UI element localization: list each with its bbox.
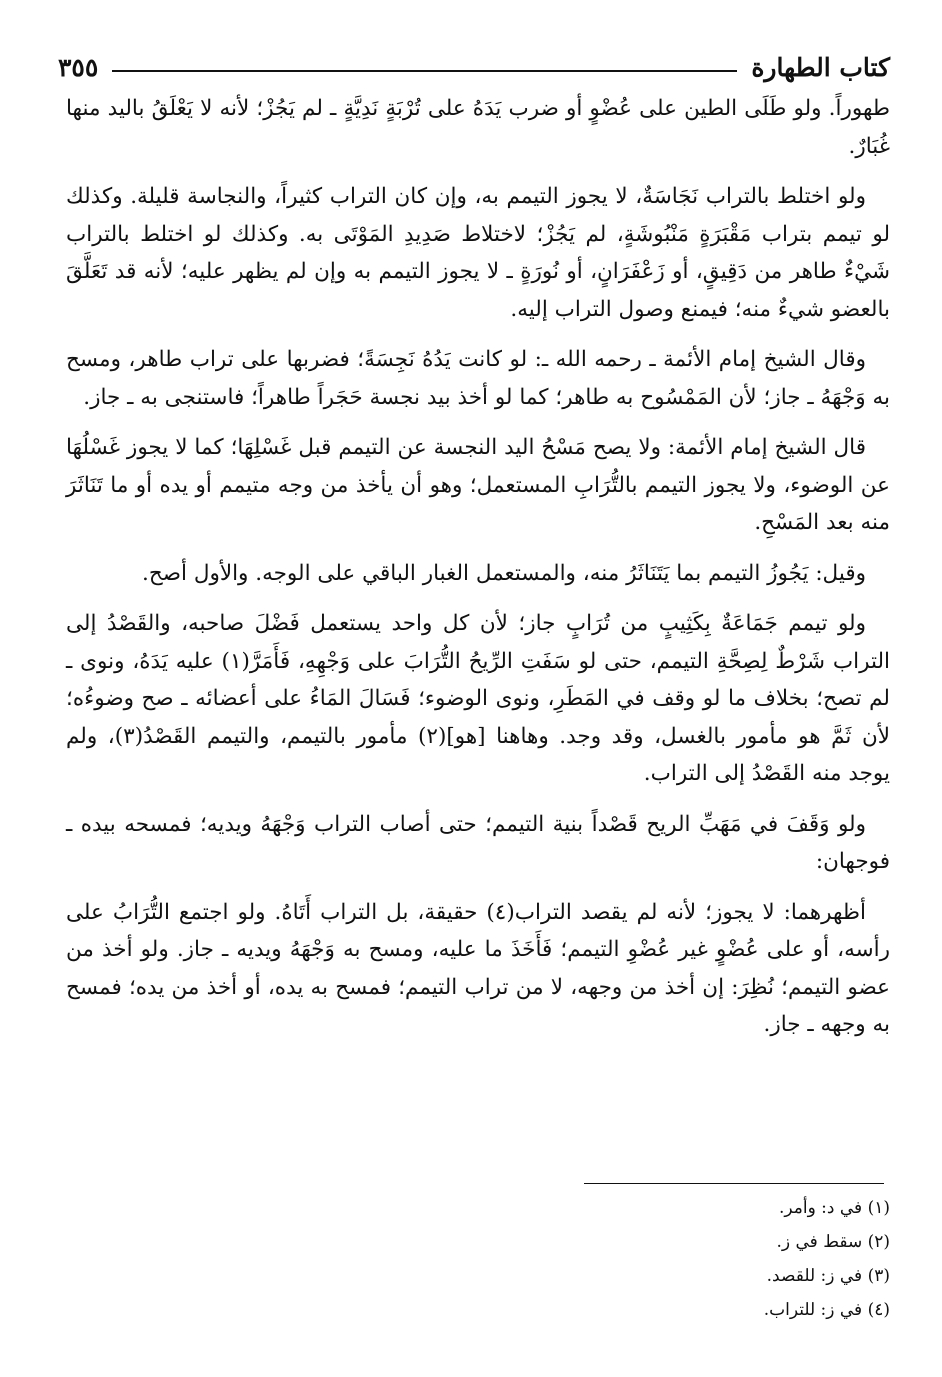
footnote: (٢) سقط في ز.	[776, 1232, 890, 1252]
footnote: (٤) في ز: للتراب.	[763, 1300, 890, 1320]
footnotes	[390, 1191, 890, 1327]
paragraph: أظهرهما: لا يجوز؛ لأنه لم يقصد التراب(٤) حقيقة، بل التراب أَتَاهُ. ولو اجتمع التُّرَابُ على رأسه، أو على عُضْوٍ غير عُضْوِ التيمم؛ فَأَخَذَ ما عليه، ومسح به وَجْهَهُ ويديه ـ جاز. ولو أخذ من عضو التيمم؛ نُظِرَ: إن أخذ من وجهه، لا من تراب التيمم؛ فمسح به يده، أو أخذ من يده؛ فمسح به وجهه ـ جاز.	[66, 899, 890, 1037]
paragraph: وقيل: يَجُوزُ التيمم بما يَتَنَاثَرُ منه، والمستعمل الغبار الباقي على الوجه. والأول أصح.	[142, 560, 866, 586]
page-header	[58, 38, 890, 82]
paragraph: طهوراً. ولو طَلَى الطين على عُضْوٍ أو ضرب يَدَهُ على تُرْبَةٍ نَدِيَّةٍ ـ لم يَجُزْ؛ لأنه لا يَعْلَقُ باليد منها غُبَارٌ.	[66, 96, 890, 159]
book-title: كتاب الطهارة	[751, 53, 890, 82]
footnote: (٣) في ز: للقصد.	[766, 1266, 890, 1286]
header-rule	[112, 70, 737, 72]
paragraph: ولو تيمم جَمَاعَةٌ بِكَثِيبٍ من تُرَابٍ جاز؛ لأن كل واحد يستعمل فَضْلَ صاحبه، والقَصْدُ إلى التراب شَرْطٌ لِصِحَّةِ التيمم، حتى لو سَفَتِ الرِّيحُ التُّرَابَ على وَجْهِهِ، فَأَمَرَّ(١) عليه يَدَهُ، ونوى ـ لم تصح؛ بخلاف ما لو وقف في المَطَرِ، ونوى الوضوء؛ فَسَالَ المَاءُ على أعضائه ـ صح وضوءُه؛ لأن ثَمَّ هو مأمور بالغسل، وقد وجد. وهاهنا [هو](٢) مأمور بالتيمم، والتيمم القَصْدُ(٣)، ولم يوجد منه القَصْدُ إلى التراب.	[66, 611, 890, 786]
main-text	[66, 90, 890, 1057]
paragraph: وقال الشيخ إمام الأئمة ـ رحمه الله ـ: لو كانت يَدُهُ نَجِسَةً؛ فضربها على تراب طاهر، ومسح به وَجْهَهُ ـ جاز؛ لأن المَمْسُوح به طاهر؛ كما لو أخذ بيد نجسة حَجَراً طاهراً؛ فاستنجى به ـ جاز.	[66, 347, 890, 410]
paragraph: قال الشيخ إمام الأئمة: ولا يصح مَسْحُ اليد النجسة عن التيمم قبل غَسْلِهَا؛ كما لا يجوز غَسْلُهَا عن الوضوء، ولا يجوز التيمم بالتُّرَابِ المستعمل؛ وهو أن يأخذ من وجه متيمم أو يده أو ما تَنَاثَرَ منه بعد المَسْحِ.	[66, 435, 890, 535]
page-number: ٣٥٥	[58, 53, 99, 82]
paragraph: ولو اختلط بالتراب نَجَاسَةٌ، لا يجوز التيمم به، وإن كان التراب كثيراً، والنجاسة قليلة. وكذلك لو تيمم بتراب مَقْبَرَةٍ مَنْبُوشَةٍ، لم يَجُزْ؛ لاختلاط صَدِيدِ المَوْتَى به. وكذلك لو اختلط بالتراب شَيْءٌ طاهر من دَقِيقٍ، أو زَعْفَرَانٍ، أو نُورَةٍ ـ لا يجوز التيمم به وإن لم يظهر عليه؛ لأنه قد تَعَلَّقَ بالعضو شيءٌ منه؛ فيمنع وصول التراب إليه.	[66, 184, 890, 322]
footnote-separator	[584, 1183, 884, 1184]
footnote: (١) في د: وأمر.	[778, 1198, 890, 1218]
paragraph: ولو وَقَفَ في مَهَبِّ الريح قَصْداً بنية التيمم؛ حتى أصاب التراب وَجْهَهُ ويديه؛ فمسحه بيده ـ فوجهان:	[66, 811, 890, 874]
